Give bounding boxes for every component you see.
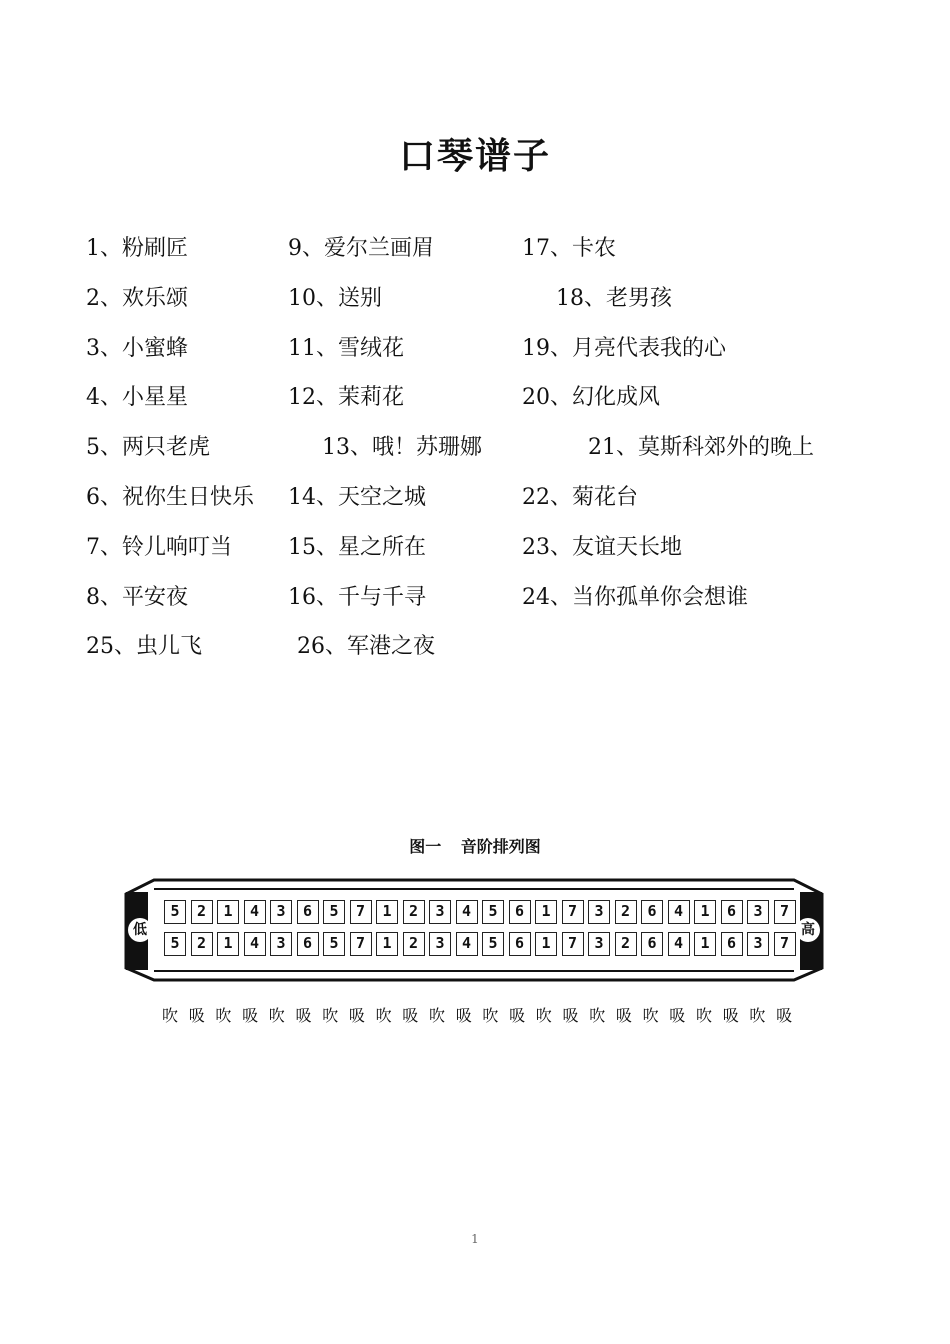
harmonica-hole: 3	[747, 932, 769, 956]
toc-item: 11、雪绒花	[288, 335, 404, 361]
harmonica-hole: 5	[323, 932, 345, 956]
harmonica-hole: 7	[350, 900, 372, 924]
harmonica-hole: 1	[217, 932, 239, 956]
toc-item: 26、军港之夜	[297, 634, 435, 660]
blow-draw-label: 吸	[402, 1006, 419, 1025]
harmonica-hole: 5	[323, 900, 345, 924]
harmonica-hole: 4	[244, 932, 266, 956]
harmonica-hole: 1	[217, 900, 239, 924]
harmonica-hole: 6	[641, 932, 663, 956]
toc-item: 13、哦！苏珊娜	[322, 435, 482, 461]
blow-draw-label: 吸	[242, 1006, 259, 1025]
harmonica-hole: 2	[615, 900, 637, 924]
blow-draw-label: 吹	[429, 1006, 446, 1025]
harmonica-hole: 1	[535, 900, 557, 924]
harmonica-hole: 2	[403, 932, 425, 956]
blow-draw-label: 吸	[562, 1006, 579, 1025]
toc-item: 16、千与千寻	[288, 584, 426, 610]
harmonica-hole: 3	[588, 932, 610, 956]
toc-item: 1、粉刷匠	[86, 236, 188, 261]
harmonica-hole: 6	[297, 932, 319, 956]
harmonica-hole: 4	[456, 900, 478, 924]
harmonica-hole: 1	[376, 932, 398, 956]
toc-item: 14、天空之城	[288, 485, 426, 510]
blow-draw-label: 吸	[348, 1006, 365, 1025]
blow-draw-label: 吹	[162, 1006, 179, 1025]
page-title: 口琴谱子	[398, 136, 551, 177]
toc-item: 15、星之所在	[288, 534, 426, 560]
blow-draw-label: 吸	[669, 1006, 686, 1025]
harmonica-hole: 3	[429, 900, 451, 924]
page-number: 1	[471, 1232, 479, 1246]
harmonica-hole: 2	[191, 932, 213, 956]
harmonica-hole: 6	[721, 932, 743, 956]
toc-item: 24、当你孤单你会想谁	[522, 584, 748, 610]
toc-item: 5、两只老虎	[86, 435, 210, 461]
harmonica-hole: 3	[747, 900, 769, 924]
blow-draw-label: 吹	[482, 1006, 499, 1025]
harmonica-body	[124, 876, 824, 984]
toc-item: 19、月亮代表我的心	[522, 335, 726, 361]
harmonica-hole: 7	[562, 900, 584, 924]
harmonica-hole: 6	[509, 932, 531, 956]
harmonica-hole: 5	[164, 932, 186, 956]
harmonica-hole: 2	[615, 932, 637, 956]
harmonica-hole: 1	[376, 900, 398, 924]
toc-item: 7、铃儿响叮当	[86, 534, 232, 560]
blow-draw-label: 吸	[722, 1006, 739, 1025]
harmonica-hole: 7	[350, 932, 372, 956]
toc-item: 20、幻化成风	[522, 385, 660, 411]
harmonica-hole: 6	[721, 900, 743, 924]
harmonica-hole: 3	[270, 932, 292, 956]
harmonica-hole: 1	[535, 932, 557, 956]
harmonica-hole: 1	[694, 900, 716, 924]
toc-item: 4、小星星	[86, 385, 188, 411]
blow-draw-label: 吹	[268, 1006, 285, 1025]
blow-draw-label: 吹	[642, 1006, 659, 1025]
toc-item: 8、平安夜	[86, 584, 188, 610]
toc-item: 18、老男孩	[556, 285, 672, 311]
harmonica-hole: 3	[588, 900, 610, 924]
harmonica-hole: 6	[297, 900, 319, 924]
toc-item: 12、茉莉花	[288, 385, 404, 411]
harmonica-hole: 7	[774, 900, 796, 924]
harmonica-hole: 2	[403, 900, 425, 924]
toc-item: 23、友谊天长地	[522, 534, 682, 560]
blow-draw-label: 吹	[749, 1006, 766, 1025]
blow-draw-label: 吸	[509, 1006, 526, 1025]
toc-item: 2、欢乐颂	[86, 285, 188, 311]
blow-draw-label: 吸	[776, 1006, 793, 1025]
toc-item: 6、祝你生日快乐	[86, 485, 254, 510]
high-end-label: 高	[796, 918, 820, 942]
blow-draw-label: 吹	[215, 1006, 232, 1025]
harmonica-hole: 6	[509, 900, 531, 924]
harmonica-hole: 7	[562, 932, 584, 956]
harmonica-hole: 2	[191, 900, 213, 924]
harmonica-scale-diagram	[124, 876, 824, 984]
blow-draw-label: 吸	[455, 1006, 472, 1025]
toc-item: 3、小蜜蜂	[86, 335, 188, 361]
harmonica-hole: 3	[429, 932, 451, 956]
harmonica-hole: 5	[164, 900, 186, 924]
toc-item: 17、卡农	[522, 236, 616, 261]
harmonica-hole: 7	[774, 932, 796, 956]
harmonica-hole: 3	[270, 900, 292, 924]
harmonica-hole: 4	[668, 932, 690, 956]
toc-item: 9、爱尔兰画眉	[288, 236, 434, 261]
harmonica-hole: 4	[456, 932, 478, 956]
blow-draw-label: 吸	[295, 1006, 312, 1025]
diagram-caption: 图一 音阶排列图	[409, 837, 541, 856]
toc-item: 25、虫儿飞	[86, 634, 202, 660]
blow-draw-label: 吹	[589, 1006, 606, 1025]
harmonica-hole: 4	[244, 900, 266, 924]
toc-item: 22、菊花台	[522, 485, 638, 510]
blow-draw-row	[162, 1003, 802, 1025]
toc-item: 21、莫斯科郊外的晚上	[588, 435, 814, 461]
harmonica-hole: 5	[482, 932, 504, 956]
blow-draw-label: 吹	[322, 1006, 339, 1025]
harmonica-hole: 1	[694, 932, 716, 956]
harmonica-hole: 5	[482, 900, 504, 924]
harmonica-hole: 6	[641, 900, 663, 924]
blow-draw-label: 吹	[375, 1006, 392, 1025]
blow-draw-label: 吸	[188, 1006, 205, 1025]
harmonica-hole: 4	[668, 900, 690, 924]
low-end-label: 低	[128, 918, 152, 942]
blow-draw-label: 吹	[535, 1006, 552, 1025]
blow-draw-label: 吸	[615, 1006, 632, 1025]
blow-draw-label: 吹	[696, 1006, 713, 1025]
toc-item: 10、送别	[288, 285, 382, 311]
